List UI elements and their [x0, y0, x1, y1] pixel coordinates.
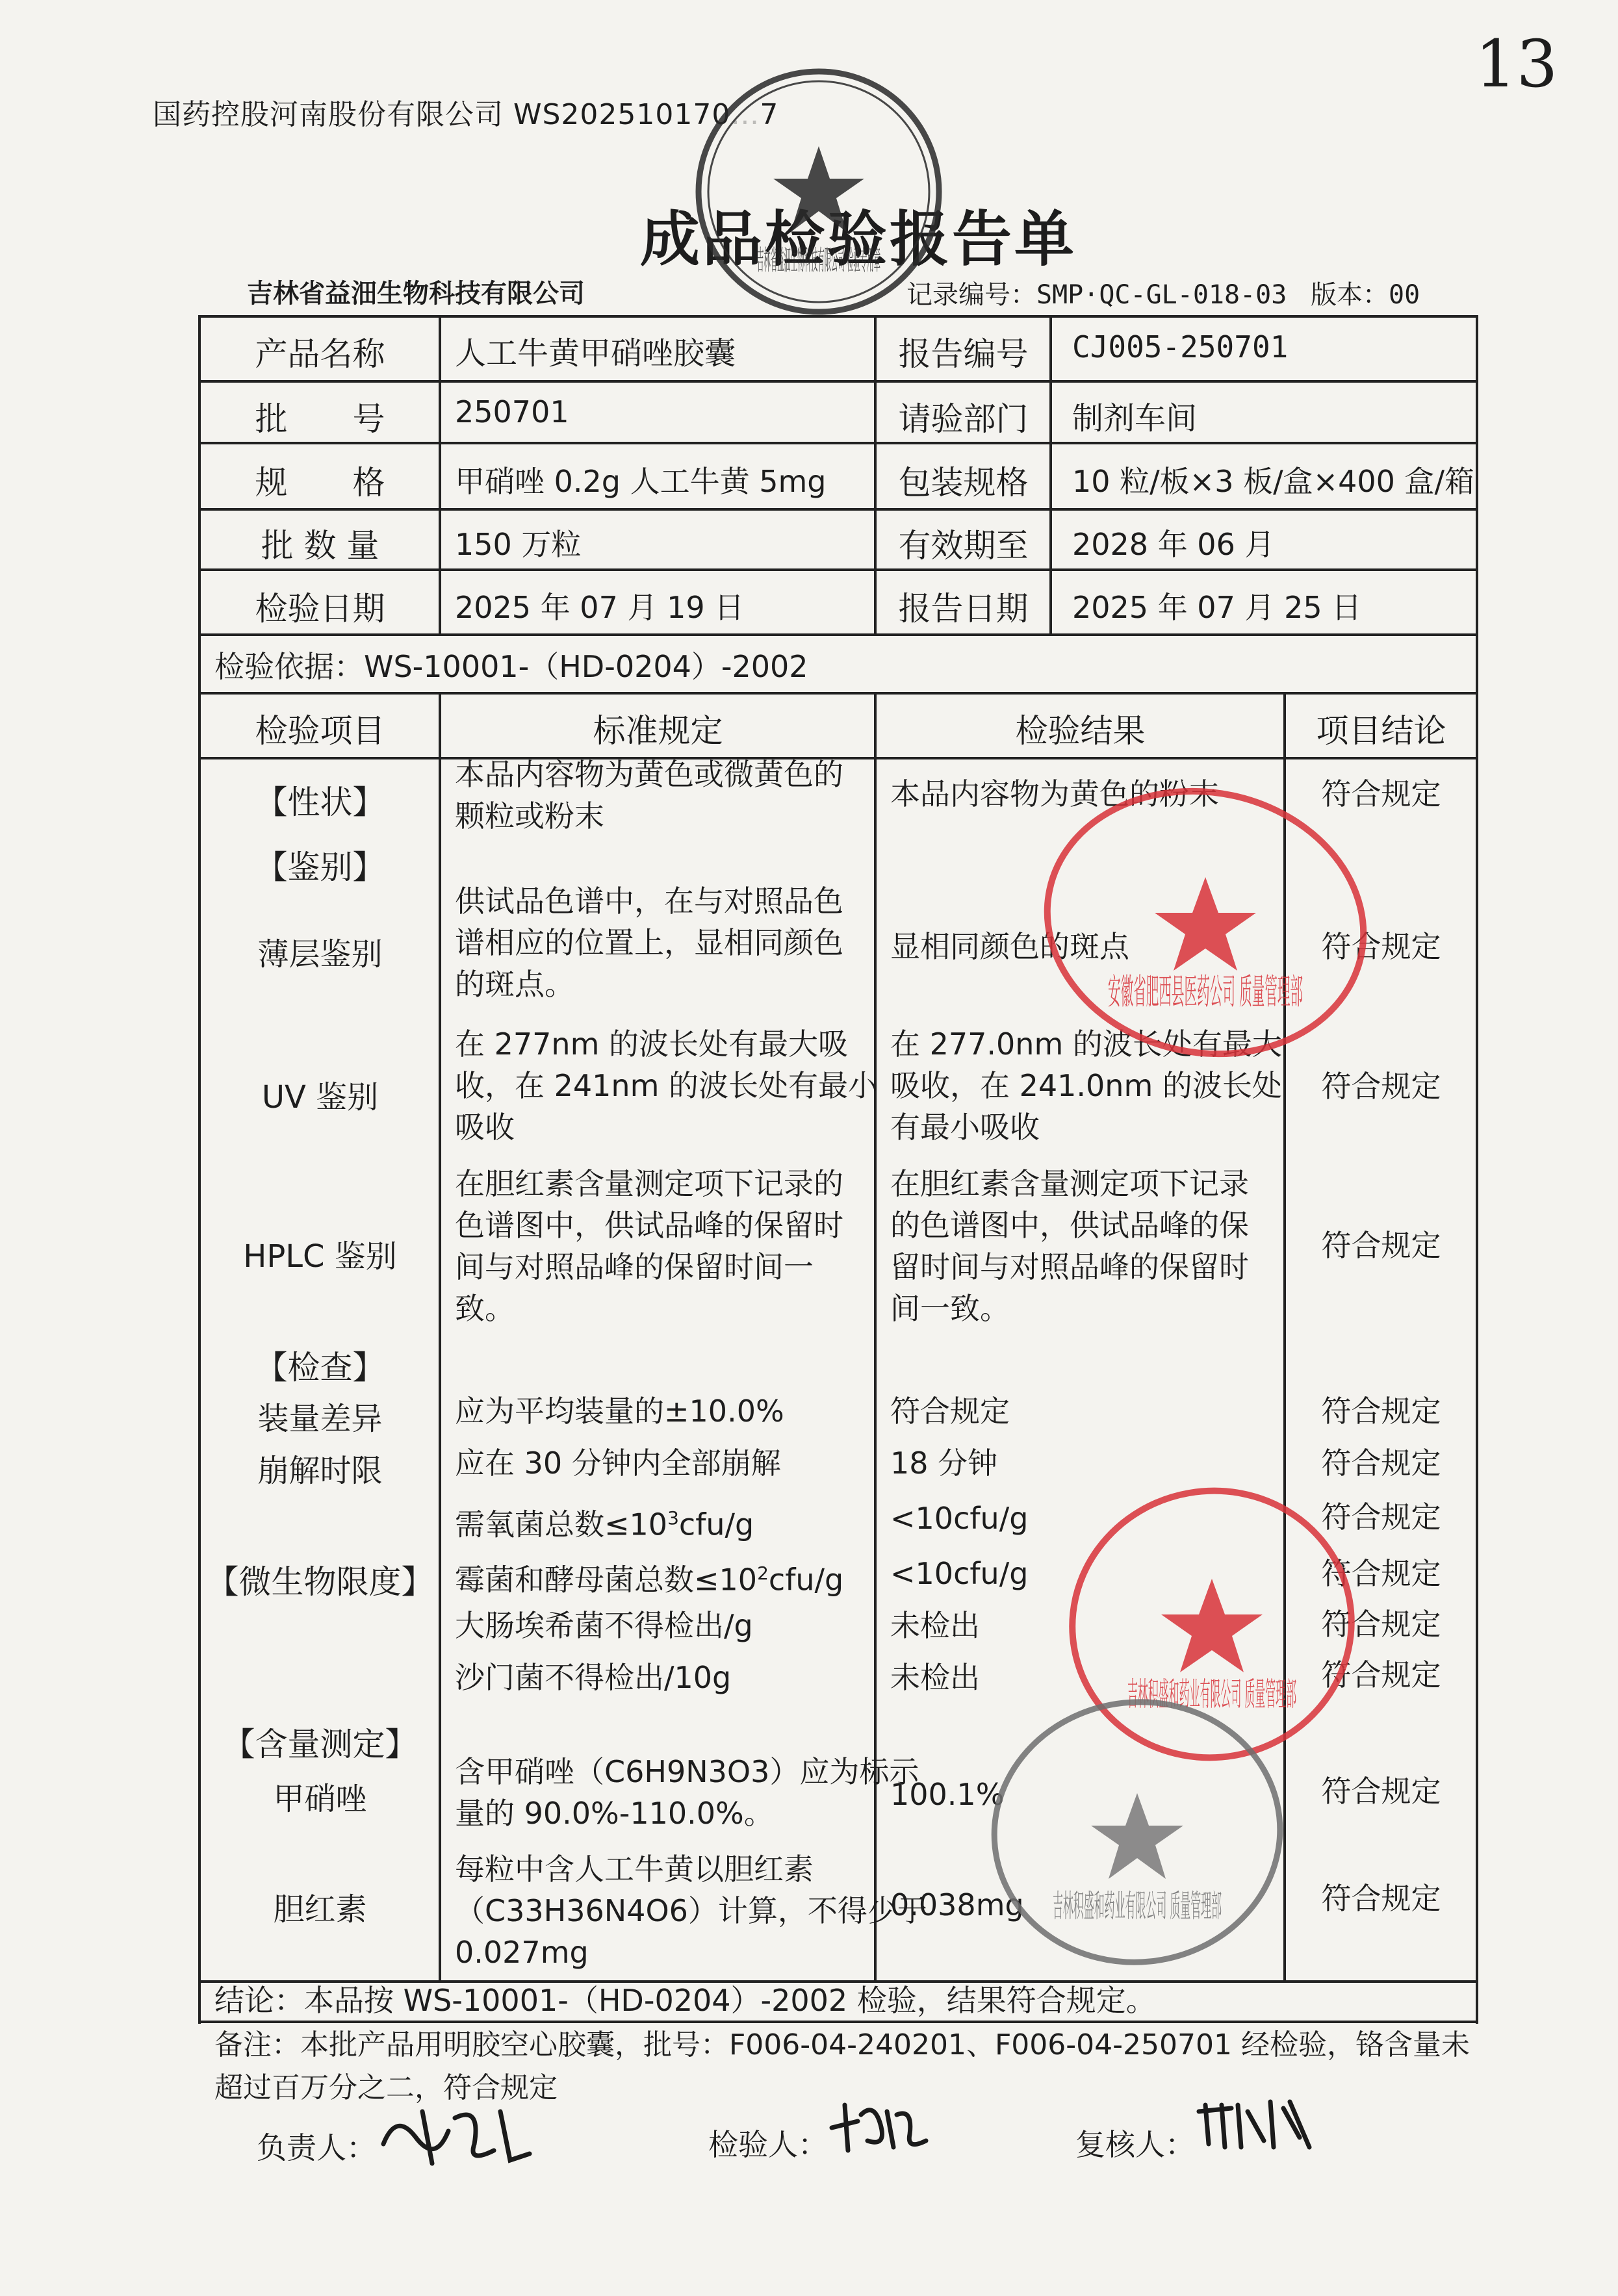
dept: 制剂车间	[1072, 400, 1198, 437]
aerobic-conclusion: 符合规定	[1321, 1499, 1441, 1535]
weight-standard: 应为平均装量的±10.0%	[455, 1394, 784, 1429]
test-date: 2025 年 07 月 19 日	[455, 590, 745, 625]
disint-standard: 应在 30 分钟内全部崩解	[455, 1446, 781, 1481]
inspection-seal-stamp	[689, 62, 949, 322]
salmonella-standard: 沙门菌不得检出/10g	[455, 1660, 732, 1695]
metronidazole-result: 100.1%	[890, 1777, 1005, 1812]
gray-quality-stamp	[984, 1689, 1290, 1975]
appearance-result: 本品内容物为黄色的粉末	[890, 776, 1219, 811]
record-number: 记录编号：SMP·QC-GL-018-03 版本：00	[906, 280, 1420, 310]
svg-text:安徽省肥西县医药公司 质量管理部: 安徽省肥西县医药公司 质量管理部	[1108, 971, 1303, 1012]
responsible-label: 负责人：	[257, 2130, 376, 2165]
ecoli-conclusion: 符合规定	[1321, 1607, 1441, 1642]
inspector-label: 检验人：	[708, 2127, 828, 2162]
batch-qty: 150 万粒	[455, 527, 582, 562]
ecoli-standard: 大肠埃希菌不得检出/g	[455, 1608, 753, 1643]
ecoli-result: 未检出	[890, 1608, 980, 1643]
tlc-conclusion: 符合规定	[1321, 929, 1441, 964]
distributor-line: 国药控股河南股份有限公司 WS202510170…7	[153, 98, 779, 131]
metronidazole-conclusion: 符合规定	[1321, 1774, 1441, 1809]
uv-item: UV 鉴别	[261, 1079, 379, 1116]
tlc-result: 显相同颜色的斑点	[890, 929, 1129, 964]
appearance-conclusion: 符合规定	[1321, 776, 1441, 811]
aerobic-result: <10cfu/g	[890, 1501, 1029, 1536]
inspector-signature	[822, 2089, 939, 2160]
pack-label: 包装规格	[898, 464, 1029, 502]
batch-no: 250701	[455, 394, 569, 429]
expiry-label: 有效期至	[898, 527, 1029, 565]
metronidazole-standard: 含甲硝唑（C6H9N3O3）应为标示 量的 90.0%-110.0%。	[455, 1754, 919, 1831]
bilirubin-conclusion: 符合规定	[1321, 1881, 1441, 1916]
hplc-result: 在胆红素含量测定项下记录 的色谱图中，供试品峰的保 留时间与对照品峰的保留时 间一致。	[890, 1166, 1249, 1326]
hplc-item: HPLC 鉴别	[243, 1238, 397, 1275]
col-item: 检验项目	[255, 712, 385, 750]
report-no-label: 报告编号	[898, 335, 1029, 373]
reviewer-label: 复核人：	[1075, 2127, 1195, 2162]
svg-text:吉林省益沺生物科技有限公司 检验专用章: 吉林省益沺生物科技有限公司 检验专用章	[757, 244, 880, 276]
report-date-label: 报告日期	[898, 590, 1029, 628]
col-standard: 标准规定	[593, 712, 723, 750]
report-no: CJ005-250701	[1072, 329, 1289, 364]
section-appearance: 【性状】	[255, 784, 385, 821]
responsible-signature	[370, 2092, 539, 2176]
dept-label: 请验部门	[898, 400, 1029, 438]
aerobic-standard: 需氧菌总数$\le 10^3cfu/g$	[455, 1507, 754, 1542]
final-conclusion: 结论：本品按 WS-10001-（HD-0204）-2002 检验，结果符合规定。	[214, 1983, 1156, 2018]
uv-result: 在 277.0nm 的波长处有最大 吸收，在 241.0nm 的波长处 有最小吸收	[890, 1027, 1282, 1145]
disint-result: 18 分钟	[890, 1446, 998, 1481]
product-name-label: 产品名称	[255, 335, 385, 373]
bilirubin-item: 胆红素	[273, 1891, 367, 1928]
col-conclusion: 项目结论	[1316, 712, 1446, 750]
section-assay: 【含量测定】	[222, 1726, 418, 1763]
remark: 备注：本批产品用明胶空心胶囊，批号：F006-04-240201、F006-04-250701 经检验，铬含量未 超过百万分之二，符合规定	[214, 2028, 1470, 2104]
mold-conclusion: 符合规定	[1321, 1556, 1441, 1591]
uv-conclusion: 符合规定	[1321, 1069, 1441, 1104]
spec-label: 规 格	[255, 464, 385, 502]
section-inspection: 【检查】	[255, 1349, 385, 1386]
issuer-company: 吉林省益沺生物科技有限公司	[247, 279, 585, 309]
weight-conclusion: 符合规定	[1321, 1394, 1441, 1429]
weight-result: 符合规定	[890, 1394, 1010, 1429]
weight-item: 装量差异	[257, 1401, 383, 1437]
test-basis: 检验依据：WS-10001-（HD-0204）-2002	[214, 649, 808, 684]
appearance-standard: 本品内容物为黄色或微黄色的 颗粒或粉末	[455, 757, 843, 834]
spec: 甲硝唑 0.2g 人工牛黄 5mg	[455, 464, 827, 499]
document-title: 成品检验报告单	[640, 204, 1077, 274]
mold-result: <10cfu/g	[890, 1556, 1029, 1591]
section-identification: 【鉴别】	[255, 848, 385, 886]
hplc-standard: 在胆红素含量测定项下记录的 色谱图中，供试品峰的保留时 间与对照品峰的保留时间一 致。	[455, 1166, 843, 1326]
bilirubin-result: 0.038mg	[890, 1887, 1024, 1922]
uv-standard: 在 277nm 的波长处有最大吸 收，在 241nm 的波长处有最小 吸收	[455, 1027, 879, 1145]
expiry: 2028 年 06 月	[1072, 527, 1275, 562]
bilirubin-standard: 每粒中含人工牛黄以胆红素 （C33H36N4O6）计算，不得少于 0.027mg	[455, 1852, 927, 1970]
salmonella-result: 未检出	[890, 1660, 980, 1695]
hplc-conclusion: 符合规定	[1321, 1228, 1441, 1263]
qty-label: 批 数 量	[261, 527, 379, 565]
disint-conclusion: 符合规定	[1321, 1446, 1441, 1481]
section-microbial: 【微生物限度】	[206, 1563, 434, 1601]
reviewer-signature	[1192, 2086, 1322, 2157]
report-date: 2025 年 07 月 25 日	[1072, 590, 1362, 625]
pack-spec: 10 粒/板×3 板/盒×400 盒/箱	[1072, 464, 1475, 499]
tlc-item: 薄层鉴别	[257, 936, 383, 973]
svg-text:吉林积盛和药业有限公司 质量管理部: 吉林积盛和药业有限公司 质量管理部	[1053, 1888, 1222, 1924]
mold-standard: 霉菌和酵母菌总数$\le 10^2cfu/g$	[455, 1562, 844, 1598]
test-date-label: 检验日期	[255, 590, 385, 628]
disint-item: 崩解时限	[257, 1453, 383, 1489]
red-quality-stamp-1	[1036, 780, 1374, 1065]
product-name: 人工牛黄甲硝唑胶囊	[455, 335, 736, 372]
svg-text:吉林积盛和药业有限公司 质量管理部: 吉林积盛和药业有限公司 质量管理部	[1127, 1676, 1296, 1713]
tlc-standard: 供试品色谱中，在与对照品色 谱相应的位置上，显相同颜色 的斑点。	[455, 884, 843, 1002]
metronidazole-item: 甲硝唑	[273, 1781, 367, 1817]
page-number: 13	[1475, 26, 1558, 102]
batch-label: 批 号	[255, 400, 385, 438]
col-result: 检验结果	[1015, 712, 1146, 750]
salmonella-conclusion: 符合规定	[1321, 1657, 1441, 1692]
